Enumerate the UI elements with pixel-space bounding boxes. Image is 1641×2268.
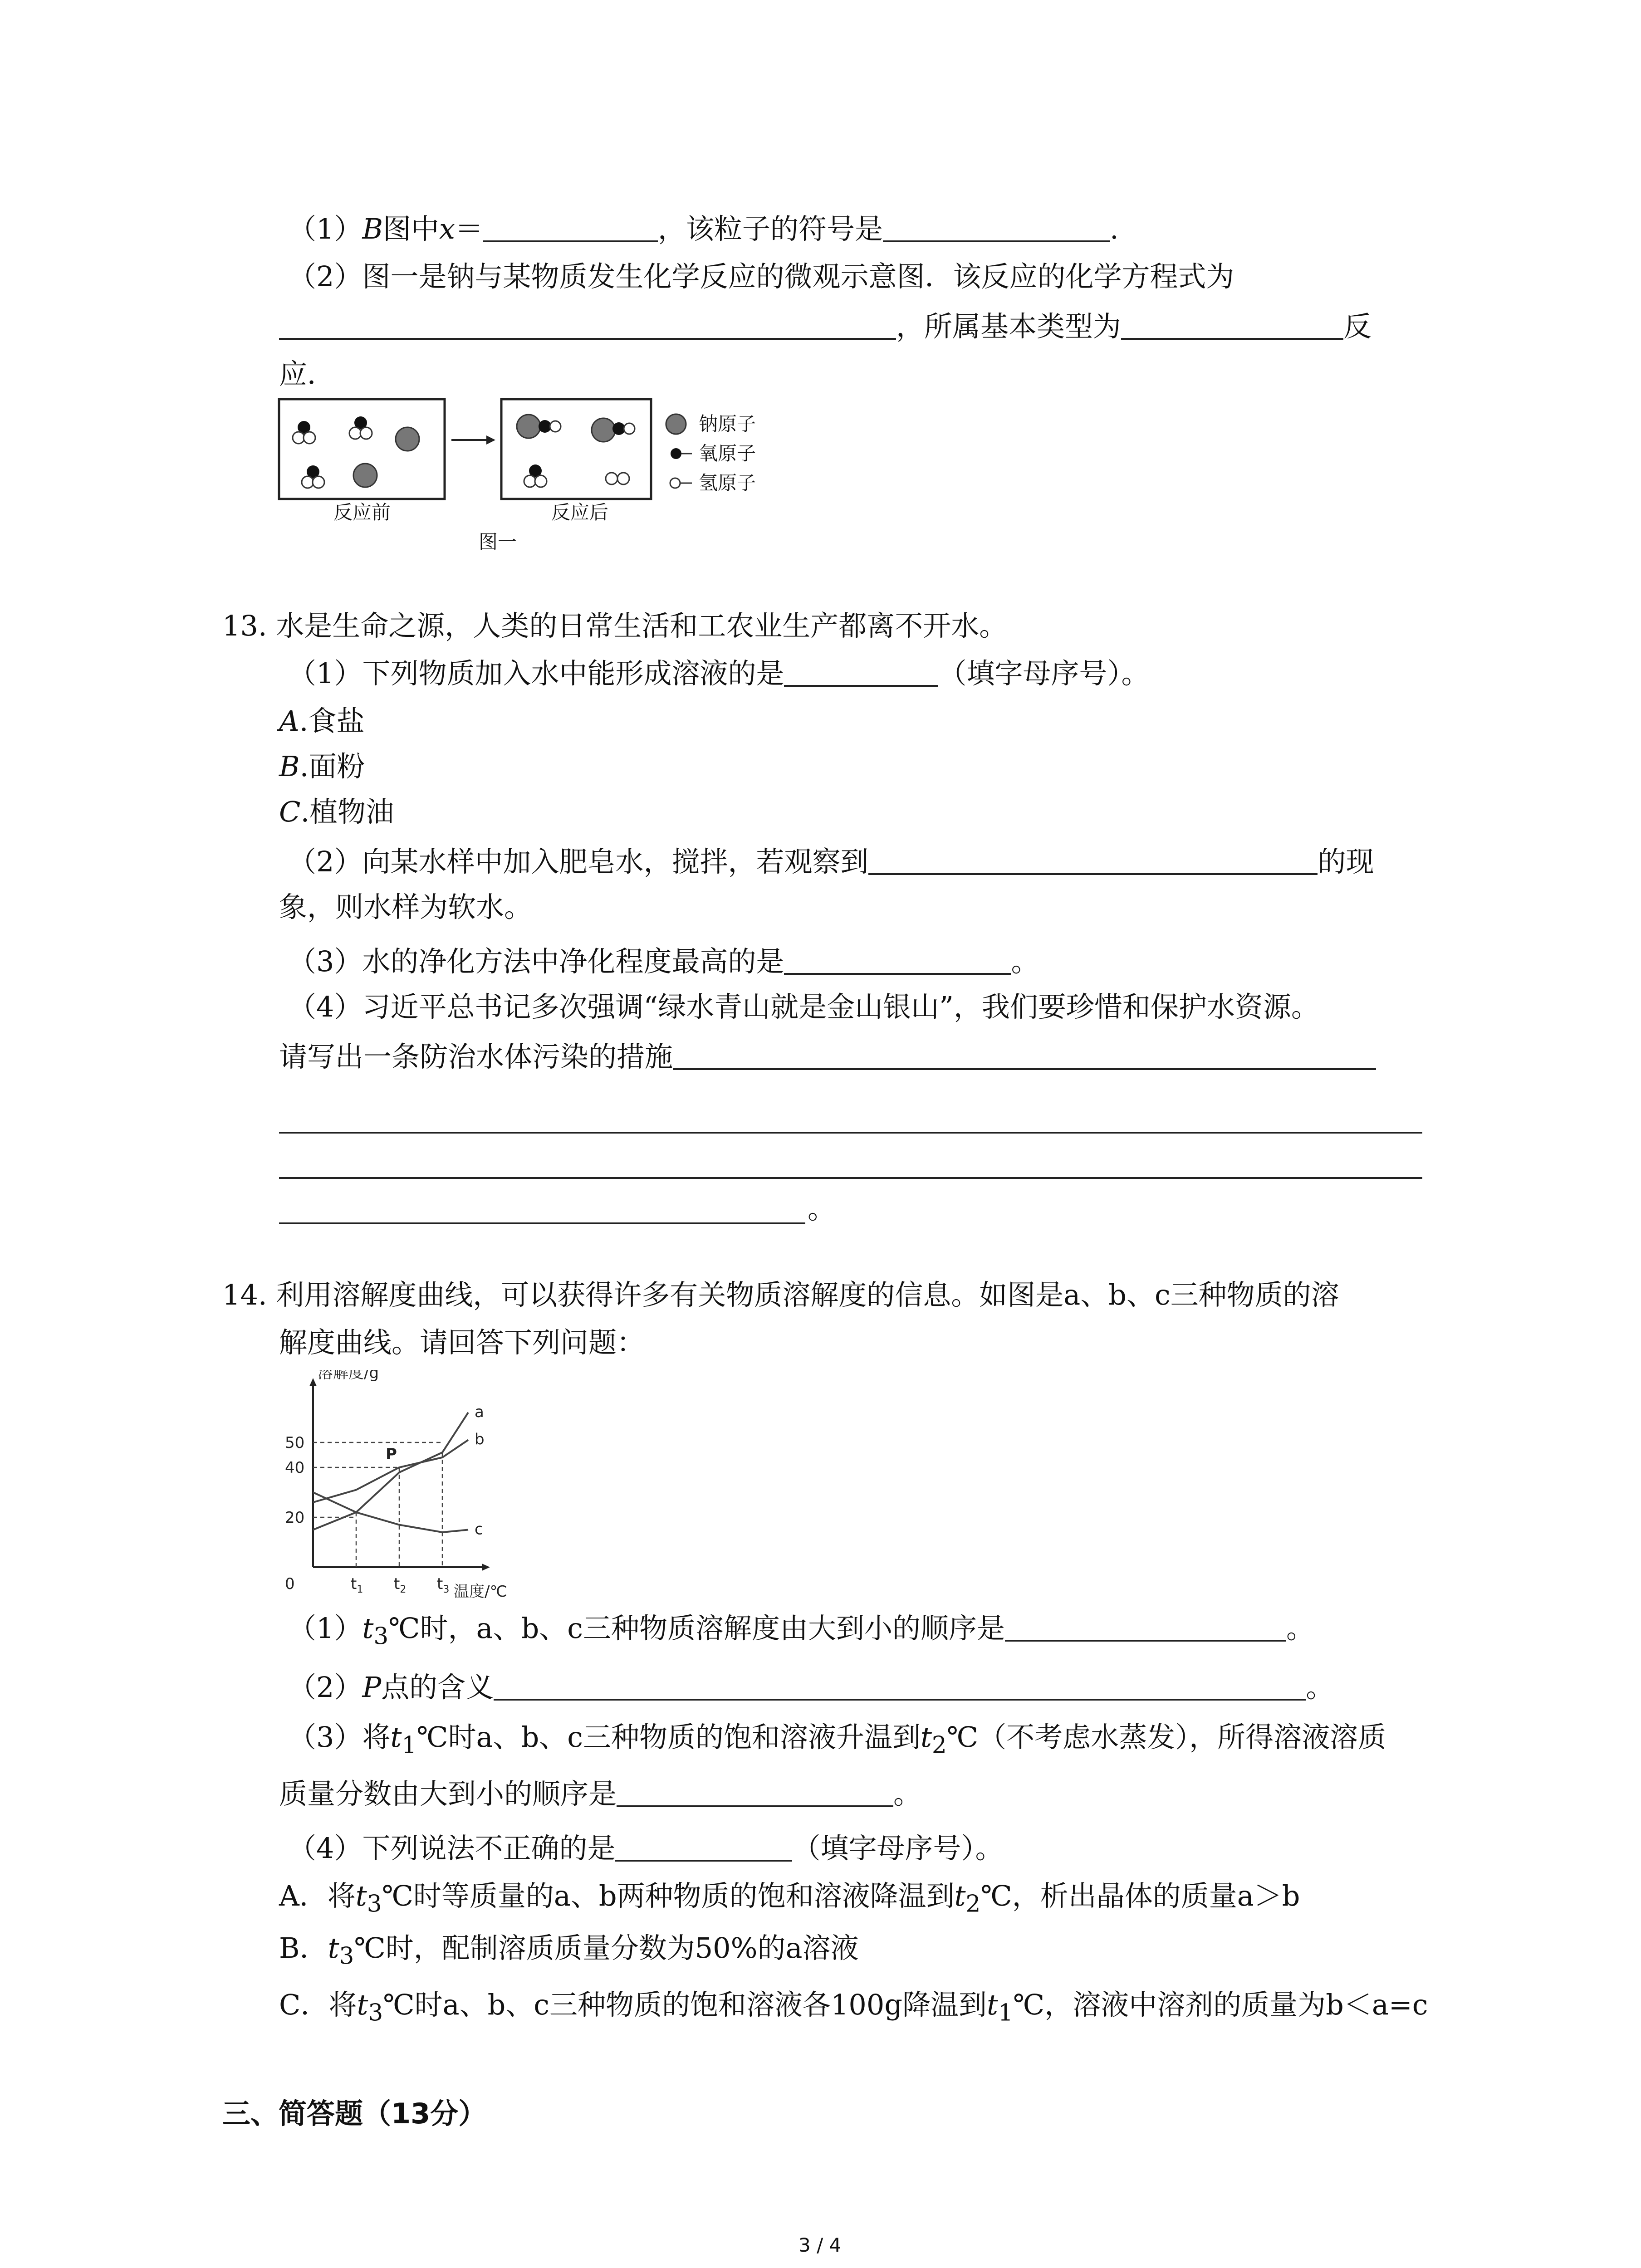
x-tick-label: $t_3$	[437, 1575, 450, 1595]
hydrogen-molecule	[606, 473, 629, 484]
answer-blank[interactable]	[673, 1040, 1376, 1070]
answer-blank[interactable]	[784, 945, 1011, 975]
q14-part4: （4）下列说法不正确的是 （填字母序号）。	[288, 1832, 1004, 1865]
water-molecule	[524, 464, 547, 487]
q12-part2: （2）图一是钠与某物质发生化学反应的微观示意图．该反应的化学方程式为	[288, 260, 1234, 293]
x-axis-label: 温度/℃	[454, 1583, 507, 1601]
sodium-atom	[353, 464, 377, 487]
y-tick-label: 50	[285, 1434, 305, 1452]
legend-hydrogen-icon	[670, 478, 680, 488]
q13-part4: （4）习近平总书记多次强调“绿水青山就是金山银山”，我们要珍惜和保护水资源。	[288, 990, 1319, 1023]
answer-line[interactable]	[279, 1222, 805, 1224]
q14-part3: （3）将$t_1℃$时a、b、c三种物质的饱和溶液升温到$t_2℃$（不考虑水蒸发），所得溶液溶质	[288, 1721, 1386, 1759]
series-label-b: b	[475, 1430, 485, 1449]
legend-oxygen: 氧原子	[699, 442, 756, 464]
water-molecule	[293, 421, 315, 444]
water-molecule	[349, 416, 372, 439]
q14-option-a: A．将$t_3℃$时等质量的a、b两种物质的饱和溶液降温到$t_2℃$，析出晶体的质量a＞b	[279, 1879, 1300, 1918]
q13-part3: （3）水的净化方法中净化程度最高的是 。	[288, 945, 1039, 978]
water-molecule	[302, 465, 324, 488]
legend-sodium: 钠原子	[699, 413, 756, 435]
answer-line[interactable]	[279, 1177, 1422, 1179]
y-axis-label: 溶解度/g	[318, 1370, 379, 1382]
legend-sodium-icon	[666, 414, 686, 434]
q14-part2: （2）P点的含义 。	[288, 1671, 1334, 1704]
q14-part1: $(1)t_3℃$时，a、b、c三种物质溶解度由大到小的顺序是 。	[288, 1612, 1314, 1650]
curve-c	[313, 1492, 468, 1532]
answer-blank[interactable]	[615, 1832, 792, 1862]
x-tick-label: 0	[285, 1575, 295, 1593]
series-label-a: a	[475, 1403, 484, 1421]
answer-blank[interactable]	[483, 212, 658, 242]
q14-option-c: C．将$t_3℃$时a、b、c三种物质的饱和溶液各100g降温到$t_1℃$，溶液中溶剂的质量为b＜a=c	[279, 1988, 1428, 2027]
x-tick-label: $t_1$	[351, 1575, 363, 1595]
q14-part3-line2: 质量分数由大到小的顺序是 。	[279, 1777, 922, 1810]
answer-blank[interactable]	[279, 310, 896, 340]
solubility-curves	[281, 1370, 535, 1601]
q12-part2-line2: ，所属基本类型为 反	[279, 308, 1372, 345]
answer-line[interactable]	[279, 1132, 1422, 1134]
q13-part2-line2: 象，则水样为软水。	[279, 890, 533, 924]
figure-caption: 图一	[479, 531, 517, 553]
answer-blank[interactable]	[1121, 310, 1343, 340]
q13-part2: （2）向某水样中加入肥皂水，搅拌，若观察到 的现	[288, 845, 1374, 878]
y-tick-label: 40	[285, 1459, 305, 1477]
q13-part1: （1）下列物质加入水中能形成溶液的是 （填字母序号）。	[288, 657, 1150, 690]
q13-option-b: B.面粉	[279, 750, 365, 783]
answer-blank[interactable]	[883, 212, 1110, 242]
answer-blank[interactable]	[1005, 1612, 1286, 1642]
after-box	[501, 399, 651, 499]
q13-part4-end: 。	[808, 1192, 836, 1225]
reaction-figure	[277, 395, 798, 585]
series-label-c: c	[475, 1520, 483, 1539]
solubility-chart	[281, 1370, 535, 1601]
q13-option-c: C.植物油	[279, 795, 394, 828]
y-tick-label: 20	[285, 1509, 305, 1527]
legend-oxygen-icon	[671, 448, 681, 459]
sodium-atom	[396, 427, 419, 451]
naoh-molecule	[517, 415, 561, 438]
q13-stem: 13. 水是生命之源，人类的日常生活和工农业生产都离不开水。	[222, 609, 1008, 642]
answer-blank[interactable]	[617, 1777, 893, 1807]
q14-stem-line2: 解度曲线。请回答下列问题：	[279, 1326, 645, 1359]
after-label: 反应后	[551, 501, 609, 523]
answer-blank[interactable]	[784, 657, 938, 687]
x-tick-label: $t_2$	[394, 1575, 407, 1595]
q12-part2-line3: 应．	[279, 357, 336, 391]
q14-stem: 14. 利用溶解度曲线，可以获得许多有关物质溶解度的信息。如图是a、b、c三种物质的溶	[222, 1278, 1339, 1311]
before-label: 反应前	[333, 501, 391, 523]
naoh-molecule	[592, 418, 635, 442]
q13-part4-line2: 请写出一条防治水体污染的措施	[279, 1039, 1376, 1075]
answer-blank[interactable]	[494, 1671, 1306, 1701]
answer-blank[interactable]	[868, 845, 1318, 875]
legend-hydrogen: 氢原子	[699, 472, 756, 494]
page-number: 3 / 4	[798, 2234, 842, 2256]
q14-option-b: B．$t_3℃$时，配制溶质质量分数为50%的a溶液	[279, 1931, 859, 1970]
q12-part1: （1）B图中x＝ ，该粒子的符号是 .	[288, 212, 1119, 245]
q13-option-a: A.食盐	[279, 704, 365, 738]
point-p-label: P	[386, 1445, 397, 1463]
section-heading: 三、简答题（13分）	[222, 2097, 487, 2130]
